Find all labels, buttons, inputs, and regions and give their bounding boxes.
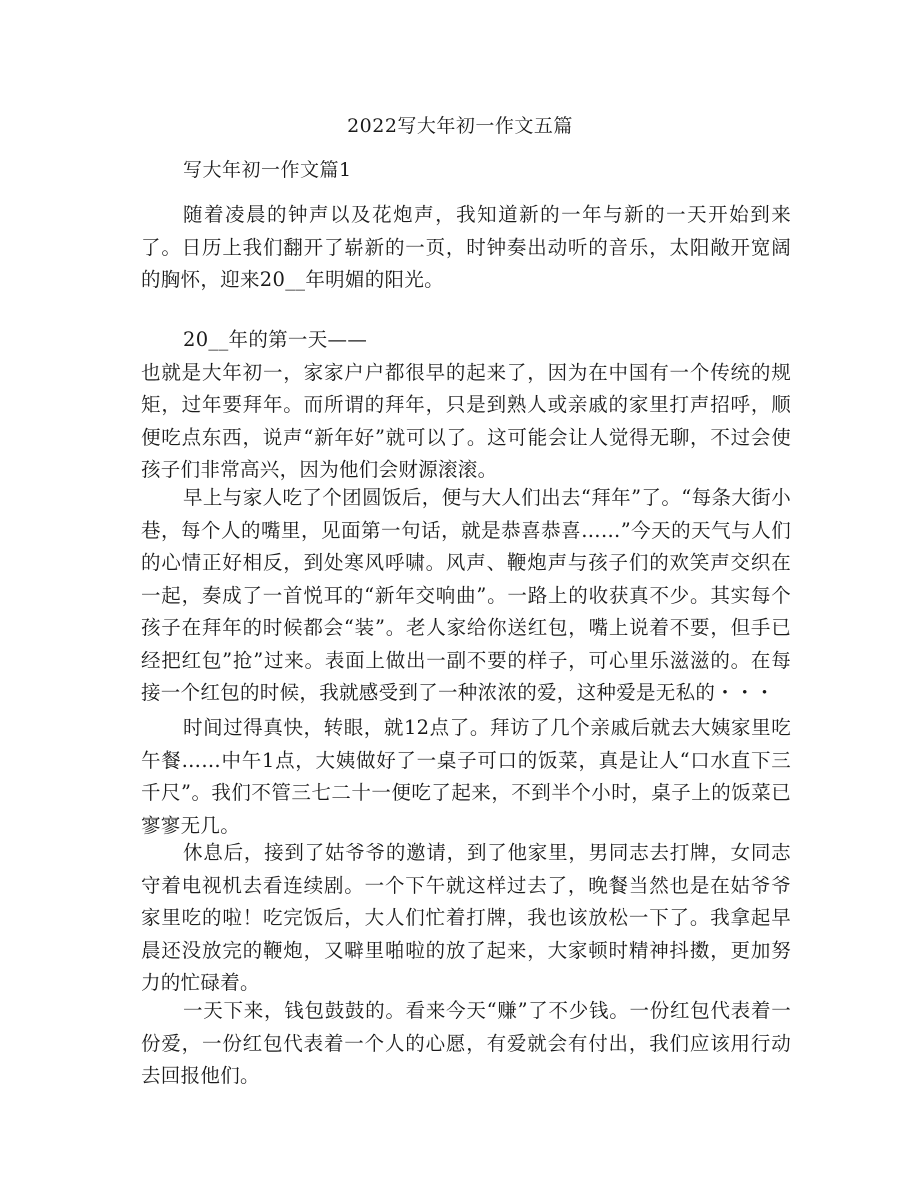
section-heading: 写大年初一作文篇1 bbox=[183, 159, 352, 181]
paragraph-2-body: 也就是大年初一，家家户户都很早的起来了，因为在中国有一个传统的规矩，过年要拜年。而所谓的拜年，只是到熟人或亲戚的家里打声招呼，顺便吃点东西，说声“新年好”就可以了。这可能会让人觉得无聊，不过会使孩子们非常高兴，因为他们会财源滚滚。 bbox=[141, 360, 791, 481]
paragraph-1: 随着凌晨的钟声以及花炮声，我知道新的一年与新的一天开始到来了。日历上我们翻开了崭新的一页，时钟奏出动听的音乐，太阳敞开宽阔的胸怀，迎来20__年明媚的阳光。 bbox=[141, 203, 791, 291]
document-title: 2022写大年初一作文五篇 bbox=[347, 115, 573, 137]
paragraph-2-first-line: 20__年的第一天—— bbox=[183, 328, 368, 351]
paragraph-3: 早上与家人吃了个团圆饭后，便与大人们出去“拜年”了。“每条大街小巷，每个人的嘴里，见面第一句话，就是恭喜恭喜……”今天的天气与人们的心情正好相反，到处寒风呼啸。风声、鞭炮声与孩子们的欢笑声交织在一起，奏成了一首悦耳的“新年交响曲”。一路上的收获真不少。其实每个孩子在拜年的时候都会“装”。老人家给你送红包，嘴上说着不要，但手已经把红包”抢”过来。表面上做出一副不要的样子，可心里乐滋滋的。在每接一个红包的时候，我就感受到了一种浓浓的爱，这种爱是无私的・・・ bbox=[141, 486, 791, 704]
paragraph-5: 休息后，接到了姑爷爷的邀请，到了他家里，男同志去打牌，女同志守着电视机去看连续剧。一个下午就这样过去了，晚餐当然也是在姑爷爷家里吃的啦！吃完饭后，大人们忙着打牌，我也该放松一下了。我拿起早晨还没放完的鞭炮，又噼里啪啦的放了起来，大家顿时精神抖擞，更加努力的忙碌着。 bbox=[141, 841, 791, 994]
paragraph-4: 时间过得真快，转眼，就12点了。拜访了几个亲戚后就去大姨家里吃午餐……中午1点，大姨做好了一桌子可口的饭菜，真是让人“口水直下三千尺”。我们不管三七二十一便吃了起来，不到半个小时，桌子上的饭菜已寥寥无几。 bbox=[141, 716, 791, 837]
paragraph-2 bbox=[141, 324, 791, 487]
paragraph-6: 一天下来，钱包鼓鼓的。看来今天“赚”了不少钱。一份红包代表着一份爱，一份红包代表着一个人的心愿，有爱就会有付出，我们应该用行动去回报他们。 bbox=[141, 999, 791, 1087]
